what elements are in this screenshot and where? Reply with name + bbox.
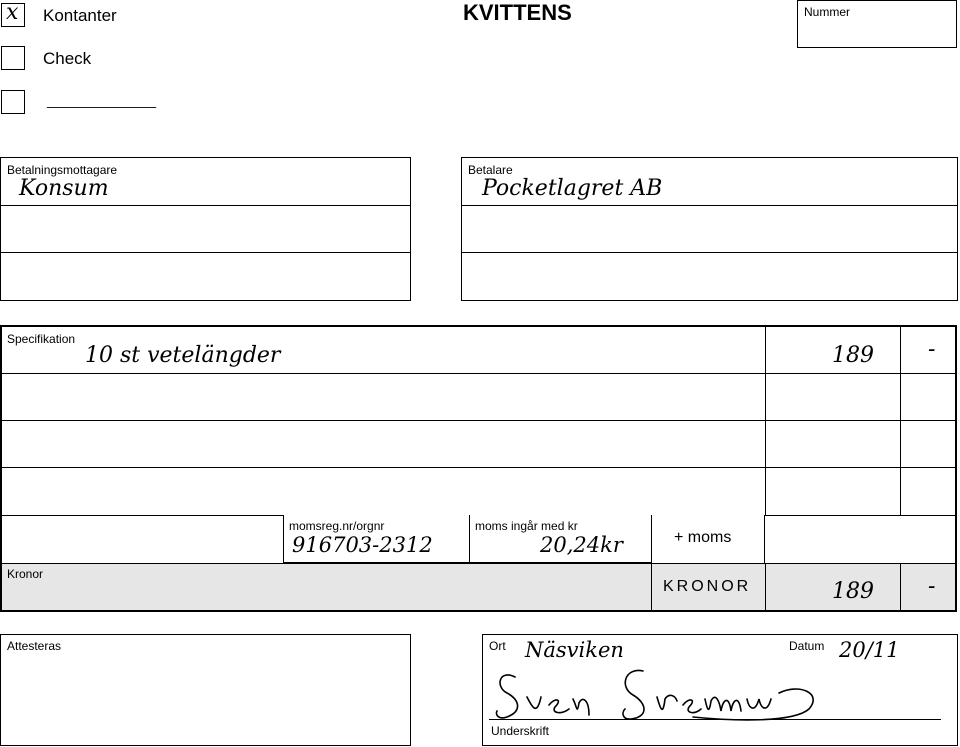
recipient-value: Konsum — [19, 176, 109, 201]
vat-included-value: 20,24kr — [540, 533, 623, 557]
specification-label: Specifikation — [7, 332, 76, 346]
spec-row1-text: 10 st vetelängder — [85, 343, 281, 368]
divider — [1, 205, 410, 206]
check-label: Check — [43, 49, 92, 68]
column-divider — [765, 563, 766, 610]
divider — [462, 205, 957, 206]
signature-line — [489, 719, 941, 720]
attest-label: Attesteras — [7, 639, 62, 653]
plus-vat-label: + moms — [674, 529, 732, 546]
number-label: Nummer — [804, 5, 851, 19]
total-amount: 189 — [832, 579, 874, 604]
row-divider — [2, 563, 955, 564]
place-value: Näsviken — [525, 638, 624, 662]
kronor-caps-label: KRONOR — [663, 578, 752, 595]
other-blank-line: ______________ — [47, 92, 157, 108]
amount-column-divider — [765, 327, 766, 515]
row-divider — [2, 467, 955, 468]
row-divider — [2, 420, 955, 421]
payer-label: Betalare — [468, 163, 513, 177]
handwritten-signature — [493, 665, 823, 723]
kontanter-checkbox[interactable] — [1, 0, 25, 27]
date-label: Datum — [789, 639, 825, 653]
column-divider — [900, 563, 901, 610]
attest-box[interactable] — [0, 634, 411, 746]
signature-box[interactable] — [482, 634, 958, 746]
payer-value: Pocketlagret AB — [482, 176, 663, 201]
column-divider — [651, 563, 652, 610]
plus-vat-cell — [651, 515, 765, 563]
vat-reg-label: momsreg.nr/orgnr — [289, 519, 385, 533]
number-field[interactable] — [797, 0, 957, 48]
place-label: Ort — [489, 639, 506, 653]
recipient-box[interactable] — [0, 157, 411, 301]
check-mark: x — [6, 0, 19, 25]
kronor-label: Kronor — [7, 567, 44, 581]
specification-table — [0, 325, 957, 612]
vat-reg-value: 916703-2312 — [292, 533, 433, 557]
ore-column-divider — [900, 327, 901, 515]
payer-box[interactable] — [461, 157, 958, 301]
divider — [1, 252, 410, 253]
vat-included-label: moms ingår med kr — [475, 519, 578, 533]
vat-included-cell[interactable] — [469, 515, 651, 563]
check-checkbox[interactable] — [1, 46, 25, 70]
total-ore: - — [928, 574, 936, 599]
other-checkbox[interactable] — [1, 90, 25, 114]
vat-reg-cell[interactable] — [283, 515, 469, 563]
date-value: 20/11 — [839, 638, 900, 662]
divider — [462, 252, 957, 253]
page-title: KVITTENS — [463, 0, 572, 25]
total-strip — [2, 563, 955, 610]
signature-label: Underskrift — [491, 724, 550, 738]
recipient-label: Betalningsmottagare — [7, 163, 118, 177]
row-divider — [2, 373, 955, 374]
kontanter-label: Kontanter — [43, 6, 117, 25]
spec-row1-ore: - — [928, 337, 936, 362]
spec-row1-amount: 189 — [832, 343, 874, 368]
